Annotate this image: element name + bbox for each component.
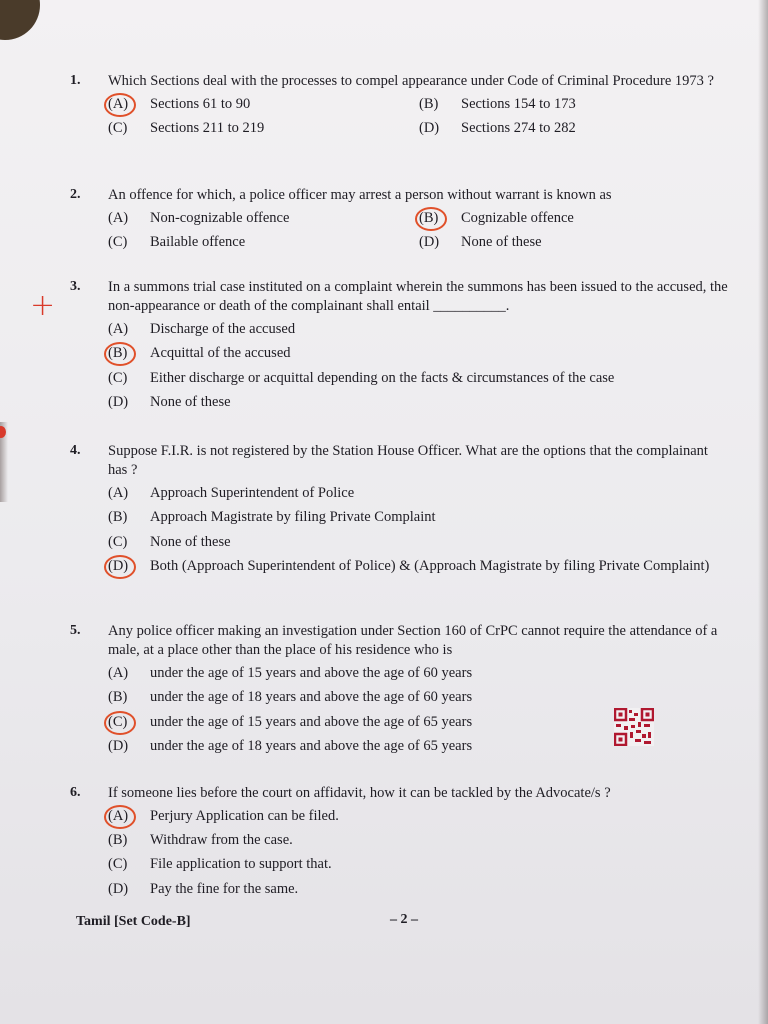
option-b[interactable]	[419, 209, 730, 228]
options-list	[108, 320, 730, 412]
options-list	[108, 95, 730, 138]
option-c[interactable]	[108, 233, 419, 252]
option-label: (C)	[108, 120, 128, 137]
option-label: (A)	[108, 321, 129, 338]
option-a[interactable]	[108, 95, 419, 114]
question-text: An offence for which, a police officer may arrest a person without warrant is known as	[108, 187, 612, 203]
option-label: (D)	[419, 120, 440, 137]
options-list	[108, 209, 730, 252]
option-a[interactable]	[108, 484, 730, 503]
option-label: (D)	[108, 880, 129, 897]
option-label: (A)	[108, 808, 129, 825]
option-text: Bailable offence	[150, 234, 246, 251]
option-text: None of these	[150, 533, 231, 550]
option-label: (A)	[108, 665, 129, 682]
option-text: Sections 61 to 90	[150, 96, 251, 113]
option-text: Acquittal of the accused	[150, 345, 291, 362]
handwritten-cross-mark: +	[30, 288, 56, 323]
option-a[interactable]	[108, 807, 730, 826]
option-text: None of these	[150, 393, 231, 410]
option-label: (A)	[108, 96, 129, 113]
option-b[interactable]	[108, 831, 730, 850]
question-number: 6.	[70, 785, 81, 800]
options-list	[108, 807, 730, 899]
option-label: (C)	[108, 856, 128, 873]
option-label: (D)	[108, 737, 129, 754]
option-text: under the age of 18 years and above the age of 65 years	[150, 737, 473, 754]
option-text: None of these	[461, 234, 542, 251]
question-2	[70, 186, 730, 252]
question-3	[70, 278, 730, 412]
option-text: Either discharge or acquittal depending on the facts & circumstances of the case	[150, 369, 615, 386]
option-text: Discharge of the accused	[150, 321, 296, 338]
option-d[interactable]	[108, 880, 730, 899]
page-corner-shadow	[0, 0, 40, 40]
option-label: (A)	[108, 210, 129, 227]
option-c[interactable]	[108, 369, 730, 388]
option-a[interactable]	[108, 209, 419, 228]
pen-circle-mark	[104, 711, 136, 735]
option-b[interactable]	[108, 688, 730, 707]
option-c[interactable]	[108, 533, 730, 552]
option-d[interactable]	[419, 119, 730, 138]
option-text: Both (Approach Superintendent of Police) & (Approach Magistrate by filing Private Complaint)	[150, 557, 710, 574]
option-label: (B)	[108, 832, 128, 849]
question-number: 4.	[70, 443, 81, 458]
option-text: under the age of 18 years and above the age of 60 years	[150, 689, 473, 706]
option-d[interactable]	[108, 393, 730, 412]
pen-circle-mark	[104, 93, 136, 117]
option-b[interactable]	[108, 508, 730, 527]
question-text: In a summons trial case instituted on a complaint wherein the summons has been issued to the accused, the non-appearance or death of the complainant shall entail __________.	[108, 279, 728, 315]
question-number: 1.	[70, 73, 81, 88]
question-text: Any police officer making an investigation under Section 160 of CrPC cannot require the attendance of a male, at a place other than the place of his residence who is	[108, 623, 718, 659]
option-label: (D)	[419, 234, 440, 251]
option-label: (D)	[108, 557, 129, 574]
option-text: Perjury Application can be filed.	[150, 808, 339, 825]
question-number: 5.	[70, 623, 81, 638]
page-edge-shadow	[758, 0, 768, 1024]
option-text: Sections 274 to 282	[461, 120, 576, 137]
option-b[interactable]	[108, 344, 730, 363]
option-label: (C)	[108, 234, 128, 251]
question-text: Which Sections deal with the processes to compel appearance under Code of Criminal Procedure 1973 ?	[108, 73, 714, 89]
option-label: (C)	[108, 713, 128, 730]
option-text: Non-cognizable offence	[150, 210, 290, 227]
option-text: under the age of 15 years and above the age of 65 years	[150, 713, 473, 730]
option-label: (D)	[108, 393, 129, 410]
option-text: Sections 154 to 173	[461, 96, 576, 113]
option-a[interactable]	[108, 320, 730, 339]
option-text: Approach Magistrate by filing Private Complaint	[150, 509, 436, 526]
option-label: (B)	[108, 509, 128, 526]
question-number: 2.	[70, 187, 81, 202]
pen-circle-mark	[104, 805, 136, 829]
question-6	[70, 784, 730, 899]
question-1	[70, 72, 730, 138]
option-text: Approach Superintendent of Police	[150, 485, 355, 502]
option-a[interactable]	[108, 664, 730, 683]
pen-circle-mark	[104, 555, 136, 579]
option-text: Sections 211 to 219	[150, 120, 265, 137]
option-label: (C)	[108, 533, 128, 550]
option-b[interactable]	[419, 95, 730, 114]
option-text: Pay the fine for the same.	[150, 880, 299, 897]
option-c[interactable]	[108, 119, 419, 138]
question-number: 3.	[70, 279, 81, 294]
option-text: File application to support that.	[150, 856, 332, 873]
option-text: Withdraw from the case.	[150, 832, 293, 849]
option-label: (B)	[419, 210, 439, 227]
qr-code-icon	[614, 708, 654, 746]
options-list	[108, 484, 730, 576]
pen-circle-mark	[104, 342, 136, 366]
option-d[interactable]	[108, 557, 730, 576]
question-text: If someone lies before the court on affidavit, how it can be tackled by the Advocate/s ?	[108, 785, 611, 801]
option-label: (C)	[108, 369, 128, 386]
option-label: (B)	[108, 689, 128, 706]
question-4	[70, 442, 730, 576]
option-label: (B)	[419, 96, 439, 113]
option-text: Cognizable offence	[461, 210, 574, 227]
page-number: – 2 –	[390, 912, 418, 927]
question-text: Suppose F.I.R. is not registered by the Station House Officer. What are the options that the complainant has ?	[108, 443, 708, 479]
option-label: (A)	[108, 485, 129, 502]
pen-circle-mark	[415, 207, 447, 231]
option-text: under the age of 15 years and above the age of 60 years	[150, 665, 473, 682]
option-c[interactable]	[108, 855, 730, 874]
option-d[interactable]	[419, 233, 730, 252]
option-label: (B)	[108, 345, 128, 362]
set-code-label: Tamil [Set Code-B]	[76, 914, 191, 929]
